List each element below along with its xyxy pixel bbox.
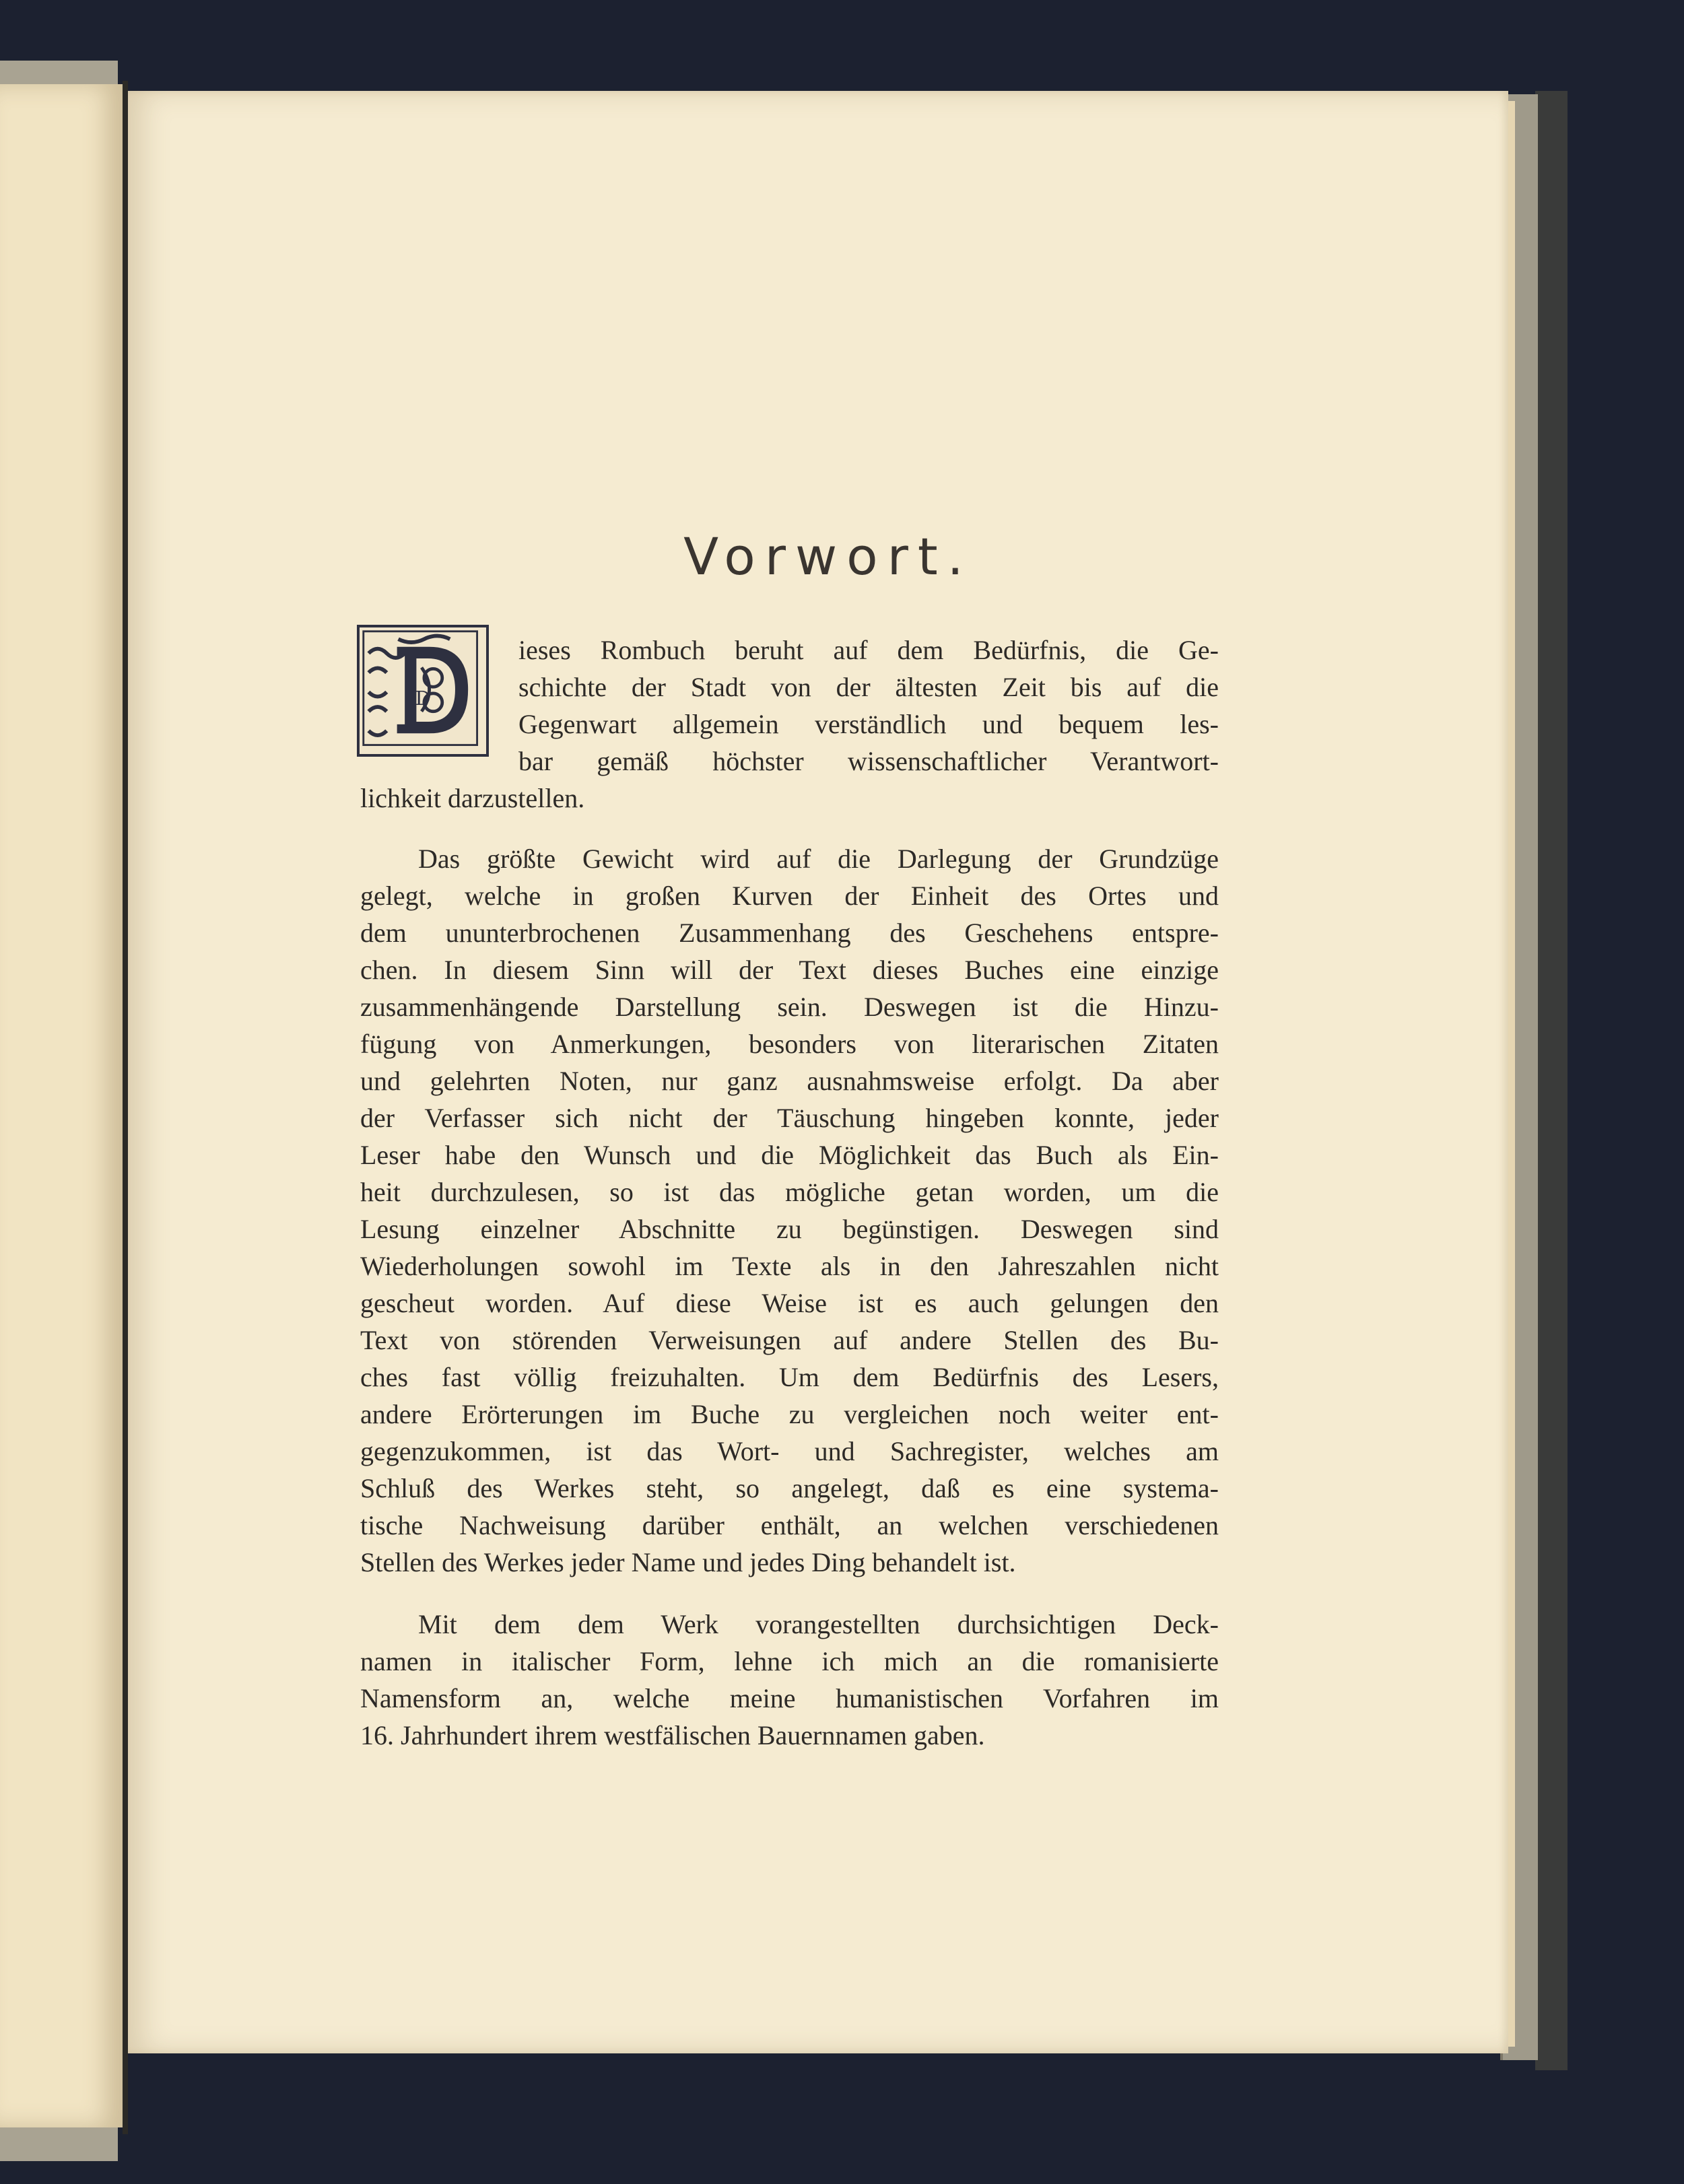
dropcap-letter: D [415, 687, 431, 710]
ornamental-initial [357, 625, 489, 757]
text-line: Das größte Gewicht wird auf die Darlegung der Grundzüge [418, 844, 1219, 874]
text-line: und gelehrten Noten, nur ganz ausnahmsweise erfolgt. Da aber [360, 1066, 1219, 1096]
left-page [0, 84, 123, 2127]
text-line: tische Nachweisung darüber enthält, an welchen verschiedenen [360, 1510, 1219, 1540]
text-line: andere Erörterungen im Buche zu vergleichen noch weiter ent- [360, 1399, 1219, 1429]
text-line: lichkeit darzustellen. [360, 783, 585, 813]
text-line: gescheut worden. Auf diese Weise ist es auch gelungen den [360, 1288, 1219, 1318]
text-line: Lesung einzelner Abschnitte zu begünstigen. Deswegen sind [360, 1214, 1219, 1244]
text-line: ches fast völlig freizuhalten. Um dem Bedürfnis des Lesers, [360, 1362, 1219, 1392]
text-line: Text von störenden Verweisungen auf andere Stellen des Bu- [360, 1325, 1219, 1355]
text-line: Mit dem dem Werk vorangestellten durchsichtigen Deck- [418, 1609, 1219, 1639]
text-line: heit durchzulesen, so ist das mögliche getan worden, um die [360, 1177, 1219, 1207]
text-line: Schluß des Werkes steht, so angelegt, daß es eine systema- [360, 1473, 1219, 1503]
text-line: ieses Rombuch beruht auf dem Bedürfnis, die Ge- [518, 635, 1219, 665]
text-line: Namensform an, welche meine humanistischen Vorfahren im [360, 1683, 1219, 1713]
text-line: fügung von Anmerkungen, besonders von literarischen Zitaten [360, 1029, 1219, 1059]
page-edges [1508, 101, 1515, 2047]
text-line: der Verfasser sich nicht der Täuschung hingeben konnte, jeder [360, 1103, 1219, 1133]
paragraph-2 [360, 840, 1219, 1581]
text-line: 16. Jahrhundert ihrem westfälischen Bauernnamen gaben. [360, 1720, 985, 1750]
text-line: dem ununterbrochenen Zusammenhang des Geschehens entspre- [360, 918, 1219, 948]
text-line: namen in italischer Form, lehne ich mich an die romanisierte [360, 1646, 1219, 1676]
paragraph-3 [360, 1606, 1219, 1754]
text-line: chen. In diesem Sinn will der Text dieses Buches eine einzige [360, 955, 1219, 985]
text-line: schichte der Stadt von der ältesten Zeit bis auf die [518, 672, 1219, 702]
paragraph-1-inset [518, 632, 1219, 780]
text-line: Gegenwart allgemein verständlich und bequem les- [518, 709, 1219, 739]
text-line: zusammenhängende Darstellung sein. Deswegen ist die Hinzu- [360, 992, 1219, 1022]
text-line: gegenzukommen, ist das Wort- und Sachregister, welches am [360, 1436, 1219, 1466]
text-line: Wiederholungen sowohl im Texte als in den Jahreszahlen nicht [360, 1251, 1219, 1281]
book-gutter [123, 81, 128, 2134]
ornamental-initial-d [360, 627, 486, 754]
text-line: Stellen des Werkes jeder Name und jedes Ding behandelt ist. [360, 1547, 1016, 1577]
paragraph-1-end [360, 780, 1219, 817]
text-line: bar gemäß höchster wissenschaftlicher Verantwort- [518, 746, 1219, 776]
page-title: Vorwort. [683, 526, 973, 586]
text-line: Leser habe den Wunsch und die Möglichkeit das Buch als Ein- [360, 1140, 1219, 1170]
right-binding [1535, 91, 1568, 2070]
text-line: gelegt, welche in großen Kurven der Einheit des Ortes und [360, 881, 1219, 911]
